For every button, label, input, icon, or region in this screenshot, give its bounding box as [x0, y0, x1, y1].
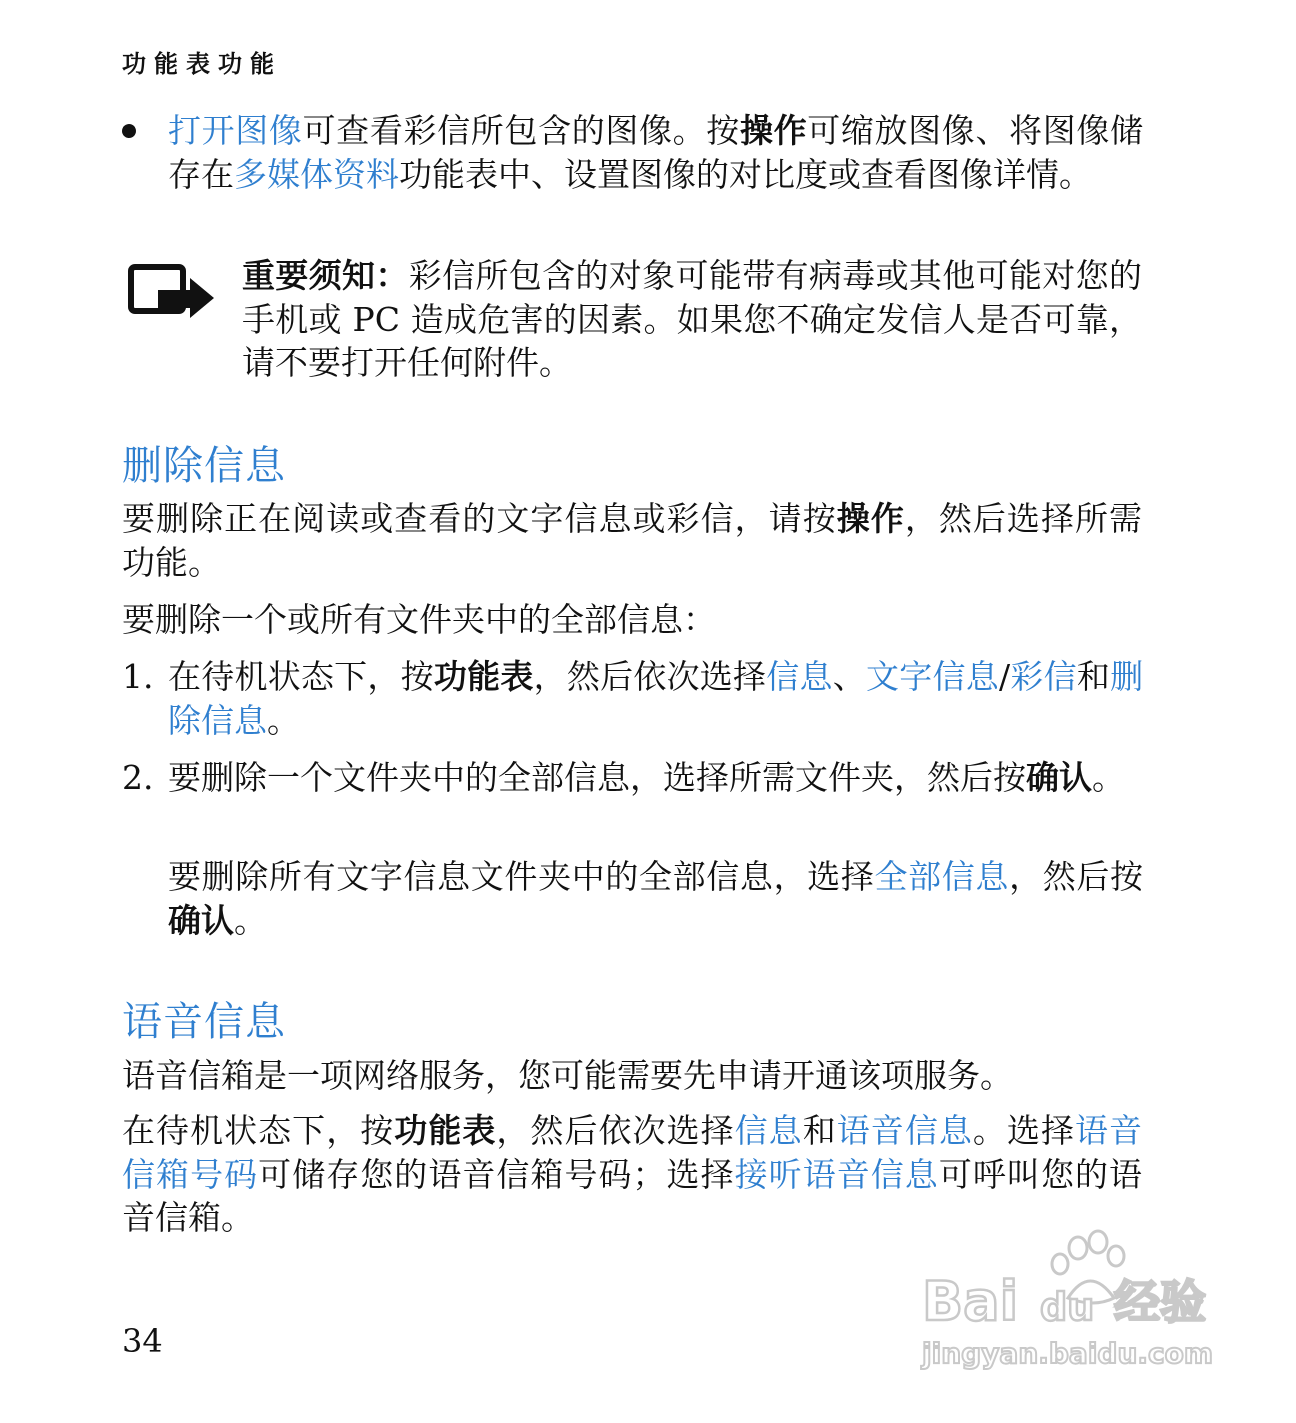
text: 可呼叫您的语音信箱。 [122, 1154, 1143, 1237]
note-label: 重要须知： [242, 256, 409, 295]
section-title-voice: 语音信息 [122, 999, 286, 1045]
bullet-paragraph [168, 109, 1143, 196]
step-1 [168, 655, 1143, 742]
voice-paragraph-2 [122, 1109, 1142, 1240]
bullet-dot [122, 124, 136, 138]
text: 要删除正在阅读或查看的文字信息或彩信，请按 [122, 499, 837, 538]
note-hand-icon [128, 264, 218, 324]
link-voice-mailbox-number[interactable]: 语音信箱号码 [122, 1111, 1143, 1194]
delete-paragraph-1 [122, 497, 1142, 584]
text: 。 [1092, 758, 1125, 797]
text: ，然后依次选择 [533, 657, 767, 696]
watermark-brand: Bai [922, 1270, 1019, 1333]
link-text-messages[interactable]: 文字信息 [866, 657, 999, 696]
text: 。 [267, 700, 300, 740]
text: ，然后按 [1009, 857, 1144, 896]
step-2-sub [168, 855, 1143, 942]
link-mms[interactable]: 彩信 [1010, 657, 1077, 696]
link-media-gallery[interactable]: 多媒体资料 [234, 154, 399, 194]
link-voice-messages[interactable]: 语音信息 [836, 1111, 973, 1150]
bullet-text: 可查看彩信所包含的图像。按 [302, 111, 740, 150]
key-menu: 功能表 [394, 1111, 497, 1150]
page-number: 34 [122, 1322, 163, 1360]
text: 在待机状态下，按 [122, 1111, 395, 1150]
text: 和 [802, 1111, 837, 1150]
text: 。选择 [972, 1111, 1076, 1150]
text: ，然后选择所需功能。 [122, 499, 1143, 582]
delete-paragraph-2: 要删除一个或所有文件夹中的全部信息： [122, 600, 716, 639]
link-messages[interactable]: 信息 [766, 657, 833, 696]
key-confirm: 确认 [1026, 758, 1092, 797]
text: 要删除所有文字信息文件夹中的全部信息，选择 [168, 857, 875, 896]
text: 要删除一个文件夹中的全部信息，选择所需文件夹，然后按 [168, 758, 1026, 797]
bullet-text: 功能表中、设置图像的对比度或查看图像详情。 [399, 154, 1092, 194]
link-delete-messages[interactable]: 删除信息 [168, 657, 1144, 740]
key-menu: 功能表 [433, 657, 534, 696]
watermark-cn: 经验 [1114, 1275, 1206, 1329]
key-confirm: 确认 [168, 900, 234, 940]
text: ，然后依次选择 [496, 1111, 735, 1150]
link-messages[interactable]: 信息 [734, 1111, 803, 1150]
watermark-url: jingyan.baidu.com [922, 1337, 1214, 1370]
bullet-text: 可缩放图像、将图像储存在 [168, 111, 1144, 194]
step-2 [168, 756, 1143, 800]
important-note [242, 254, 1142, 385]
voice-paragraph-1: 语音信箱是一项网络服务，您可能需要先申请开通该项服务。 [122, 1056, 1013, 1095]
text: 在待机状态下，按 [168, 657, 434, 696]
text: 和 [1076, 657, 1111, 696]
key-operation: 操作 [836, 499, 905, 538]
note-text: 彩信所包含的对象可能带有病毒或其他可能对您的手机或 PC 造成危害的因素。如果您不确定发信人是否可靠，请不要打开任何附件。 [242, 256, 1143, 382]
running-head: 功能表功能 [122, 50, 282, 78]
text: 。 [234, 900, 267, 940]
key-operation: 操作 [739, 111, 808, 150]
watermark-brand-2: du [1040, 1285, 1095, 1329]
text: 、 [832, 657, 867, 696]
text: / [998, 657, 1011, 696]
link-listen-voice-messages[interactable]: 接听语音信息 [734, 1154, 939, 1194]
link-all-messages[interactable]: 全部信息 [874, 857, 1010, 896]
step-number-1: 1. [122, 657, 154, 696]
text: 可储存您的语音信箱号码；选择 [258, 1154, 735, 1194]
baidu-watermark [918, 1228, 1218, 1378]
section-title-delete: 删除信息 [122, 443, 286, 489]
step-number-2: 2. [122, 758, 154, 797]
link-open-image[interactable]: 打开图像 [168, 111, 303, 150]
